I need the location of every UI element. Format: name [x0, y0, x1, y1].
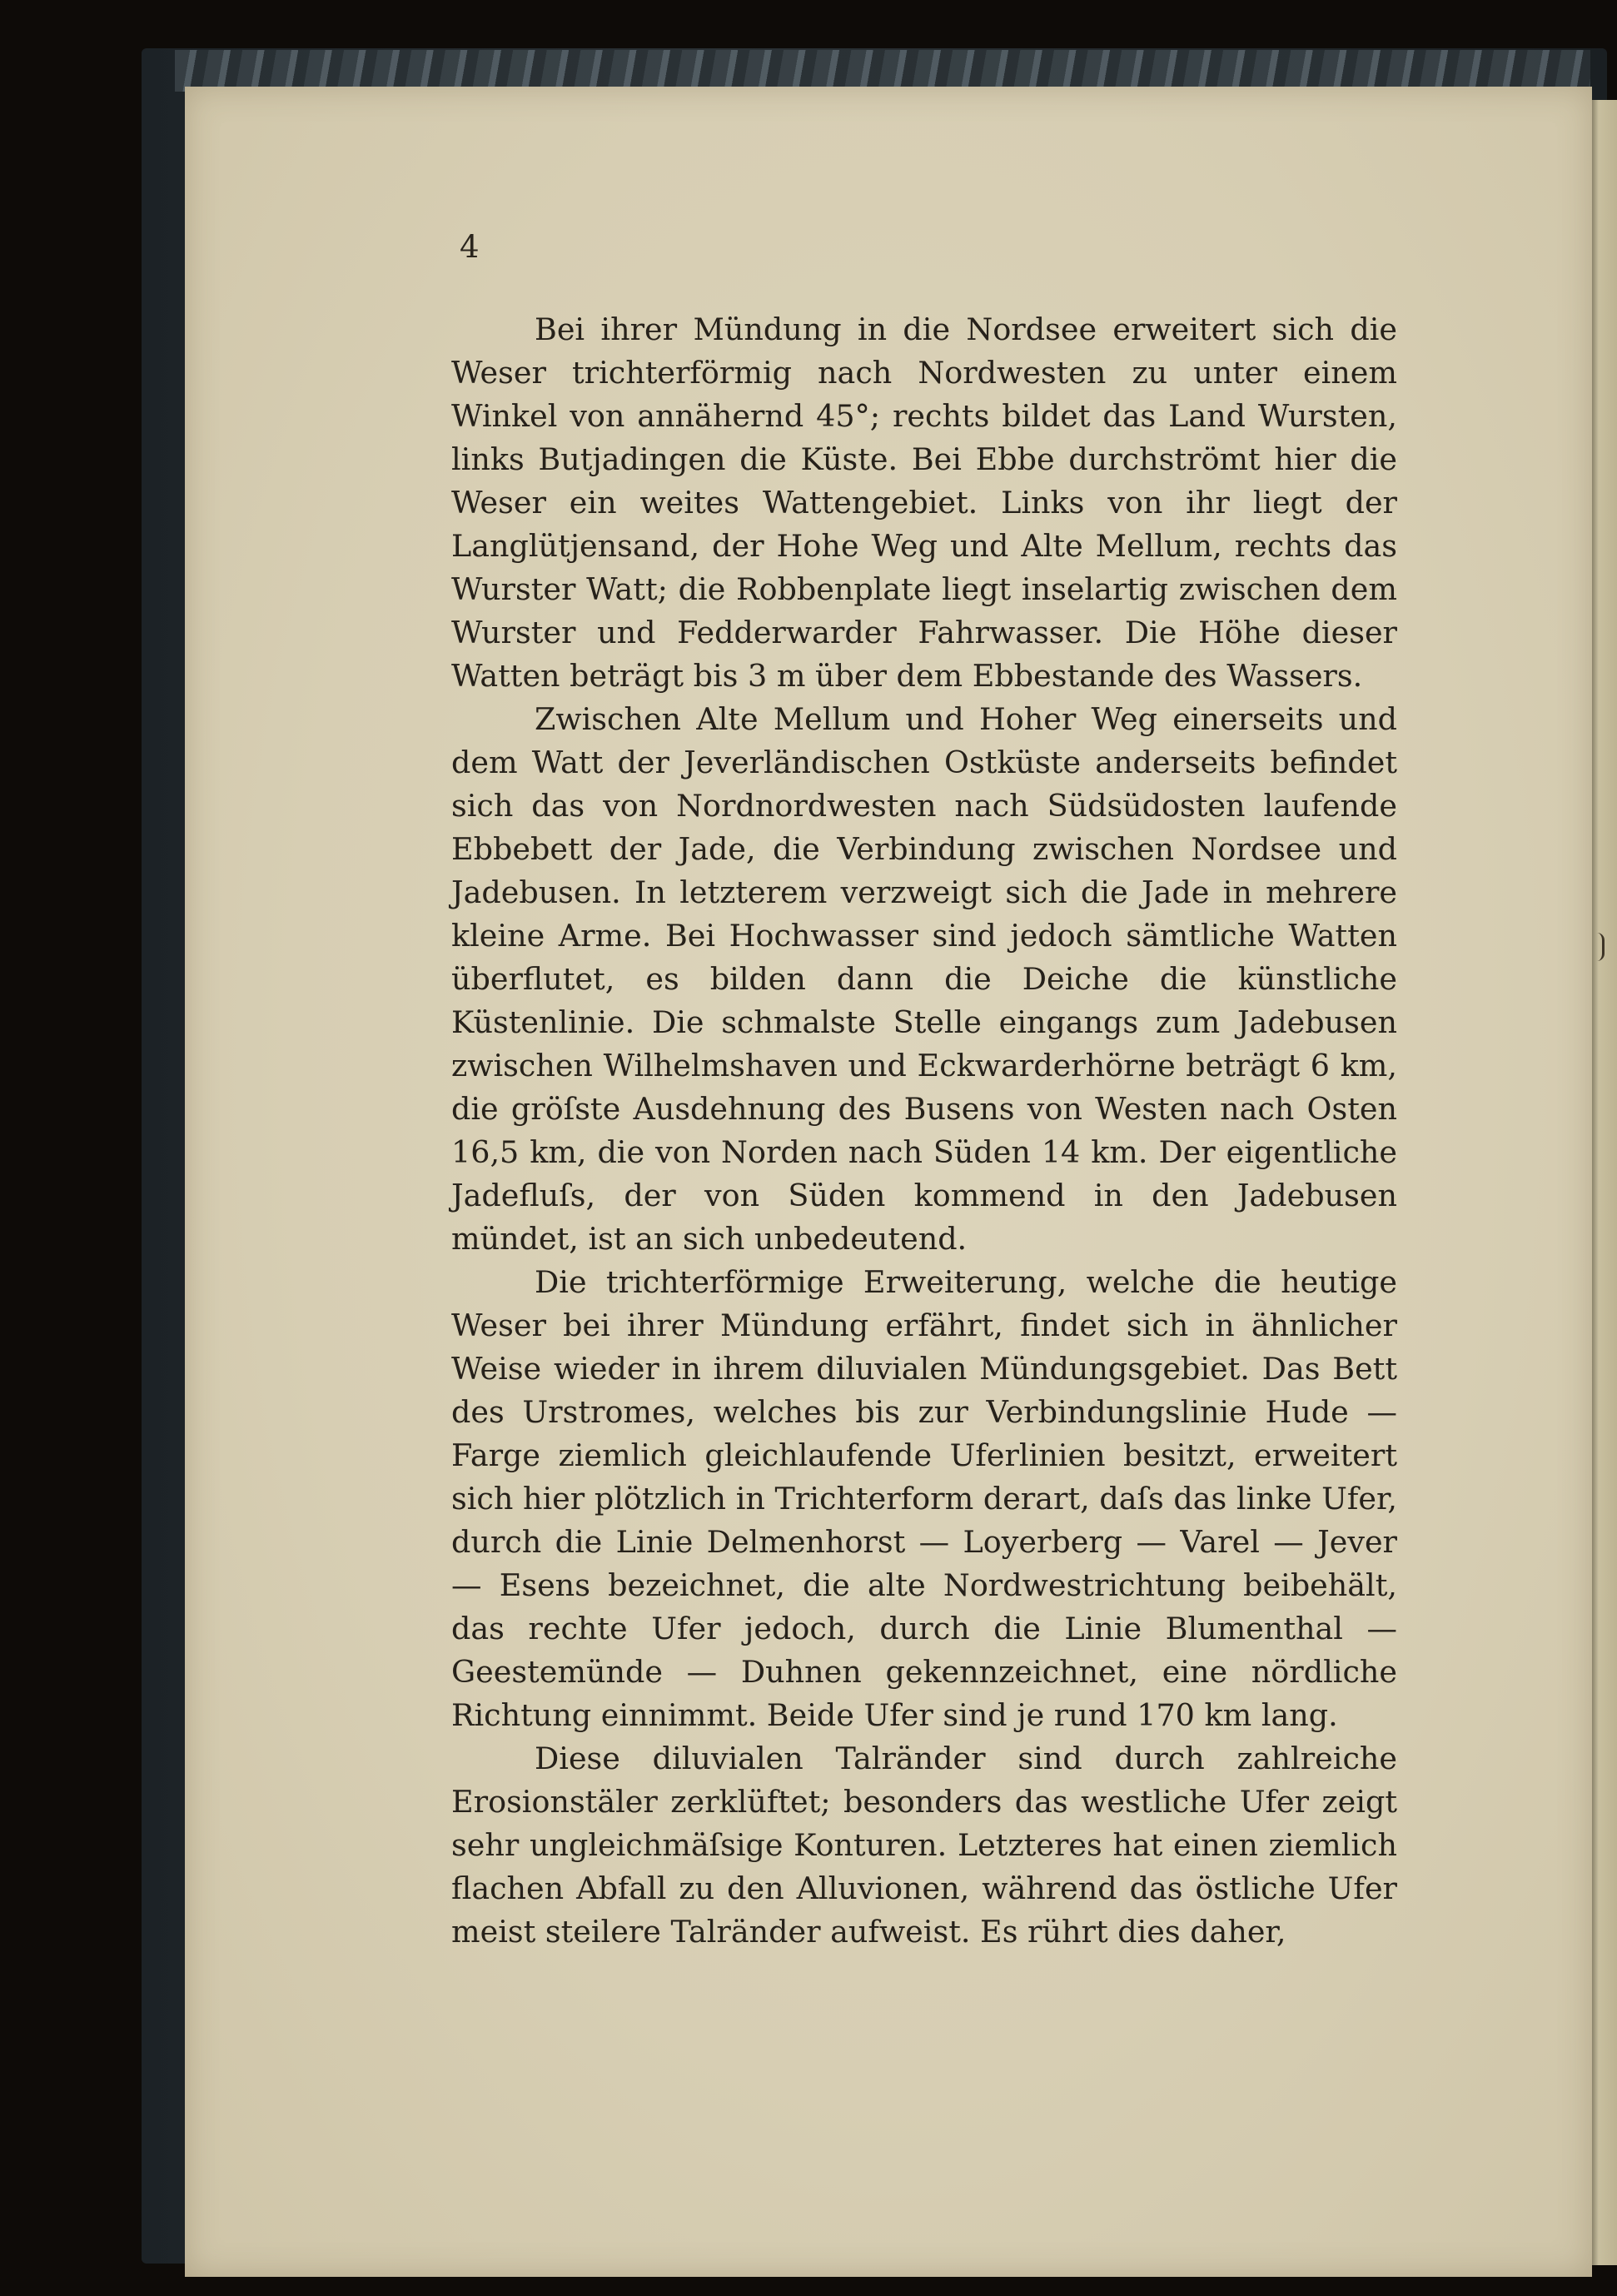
page-edge-mark	[1597, 933, 1605, 961]
paragraph-1: Bei ihrer Mündung in die Nordsee erweitert sich die Weser trichterförmig nach Nordwesten zu unter einem Winkel von annähernd 45°; rechts bildet das Land Wursten, links Butjadingen die Küste. Bei Ebbe durchströmt hier die Weser ein weites Wattengebiet. Links von ihr liegt der Langlütjensand, der Hohe Weg und Alte Mellum, rechts das Wurster Watt; die Robbenplate liegt inselartig zwischen dem Wurster und Fedderwarder Fahrwasser. Die Höhe dieser Watten beträgt bis 3 m über dem Ebbestande des Wassers.	[451, 311, 1397, 694]
adjacent-page-edge	[1589, 100, 1617, 2265]
paragraph-3: Die trichterförmige Erweiterung, welche die heutige Weser bei ihrer Mündung erfährt, findet sich in ähnlicher Weise wieder in ihrem diluvialen Mündungsgebiet. Das Bett des Urstromes, welches bis zur Verbindungslinie Hude — Farge ziemlich gleichlaufende Uferlinien besitzt, erweitert sich hier plötzlich in Trichterform derart, daſs das linke Ufer, durch die Linie Delmenhorst — Loyerberg — Varel — Jever — Esens bezeichnet, die alte Nordwestrichtung beibehält, das rechte Ufer jedoch, durch die Linie Blumenthal — Geestemünde — Duhnen gekennzeichnet, eine nördliche Richtung einnimmt. Beide Ufer sind je rund 170 km lang.	[451, 1264, 1397, 1733]
cover-edge	[175, 50, 1590, 92]
page-number: 4	[460, 229, 480, 265]
paragraph-2: Zwischen Alte Mellum und Hoher Weg einerseits und dem Watt der Jeverländischen Ostküste anderseits befindet sich das von Nordnordwesten nach Südsüdosten laufende Ebbebett der Jade, die Verbindung zwischen Nordsee und Jadebusen. In letzterem verzweigt sich die Jade in mehrere kleine Arme. Bei Hochwasser sind jedoch sämtliche Watten überflutet, es bilden dann die Deiche die künstliche Küstenlinie. Die schmalste Stelle eingangs zum Jadebusen zwischen Wilhelmshaven und Eckwarderhörne beträgt 6 km, die gröſste Ausdehnung des Busens von Westen nach Osten 16,5 km, die von Norden nach Süden 14 km. Der eigentliche Jadefluſs, der von Süden kommend in den Jadebusen mündet, ist an sich unbedeutend.	[451, 701, 1397, 1257]
page-text	[451, 308, 1397, 1954]
paragraph-4: Diese diluvialen Talränder sind durch zahlreiche Erosionstäler zerklüftet; besonders das westliche Ufer zeigt sehr ungleichmäſsige Konturen. Letzteres hat einen ziemlich flachen Abfall zu den Alluvionen, während das östliche Ufer meist steilere Talränder aufweist. Es rührt dies daher,	[451, 1741, 1397, 1950]
